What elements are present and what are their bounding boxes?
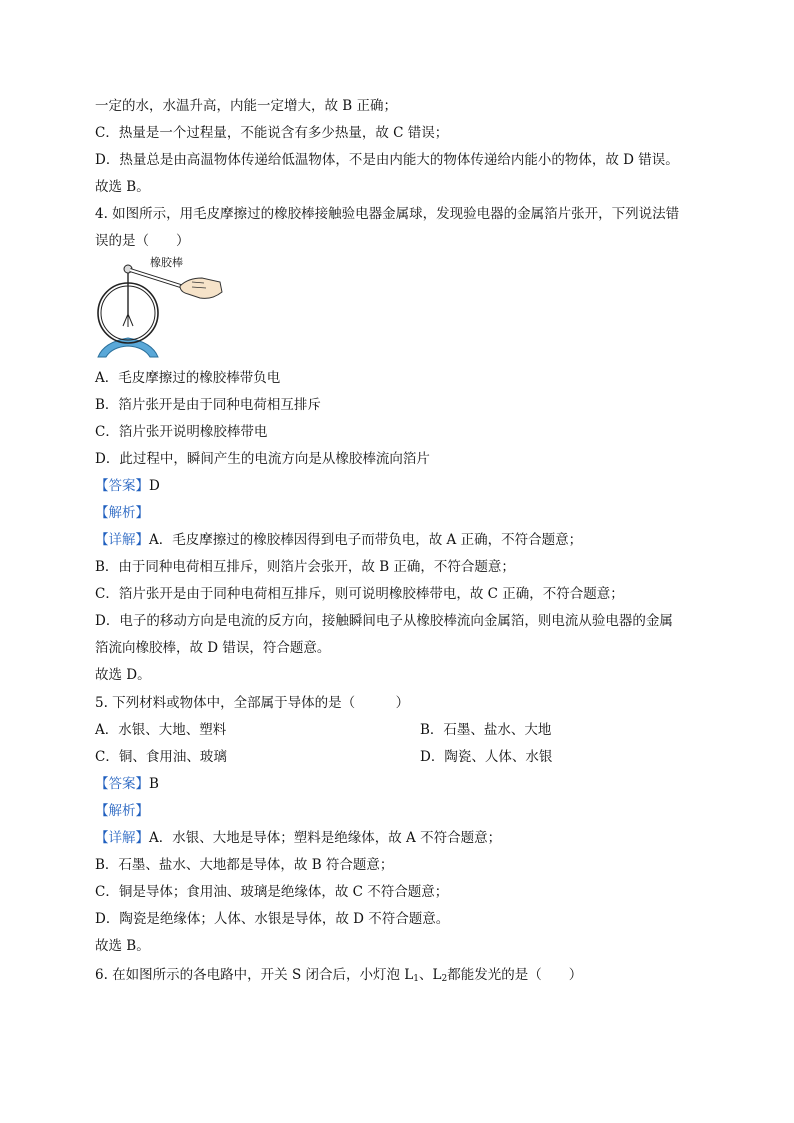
question-5-stem: 5. 下列材料或物体中，全部属于导体的是（ ） xyxy=(95,695,410,711)
answer-value: D xyxy=(149,478,160,494)
text-line: 故选 B。 xyxy=(95,179,150,195)
answer-line xyxy=(95,476,160,496)
text-line: D．陶瓷是绝缘体；人体、水银是导体，故 D 不符合题意。 xyxy=(95,911,450,927)
text-line: B．由于同种电荷相互排斥，则箔片会张开，故 B 正确，不符合题意； xyxy=(95,559,515,575)
text-line: C．热量是一个过程量，不能说含有多少热量，故 C 错误； xyxy=(95,125,449,141)
analysis-tag: 【解析】 xyxy=(95,505,149,521)
stem-text: 6. 在如图所示的各电路中，开关 S 闭合后，小灯泡 L xyxy=(95,967,414,983)
detail-tag: 【详解】 xyxy=(95,532,149,548)
detail-line xyxy=(95,828,501,848)
detail-tag: 【详解】 xyxy=(95,830,149,846)
answer-value: B xyxy=(149,776,159,792)
answer-tag: 【答案】 xyxy=(95,776,149,792)
detail-line xyxy=(95,530,582,550)
figure-label: 橡胶棒 xyxy=(150,257,183,269)
text-line: B．石墨、盐水、大地都是导体，故 B 符合题意； xyxy=(95,857,394,873)
detail-text: A．水银、大地是导体；塑料是绝缘体，故 A 不符合题意； xyxy=(149,830,502,846)
question-6-stem xyxy=(95,965,582,989)
question-4-stem: 4. 如图所示，用毛皮摩擦过的橡胶棒接触验电器金属球，发现验电器的金属箔片张开，下列说法错 xyxy=(95,206,680,222)
text-line: 故选 B。 xyxy=(95,938,150,954)
option-a: A．毛皮摩擦过的橡胶棒带负电 xyxy=(95,370,281,386)
option-a: A．水银、大地、塑料 xyxy=(95,722,227,738)
option-d: D．陶瓷、人体、水银 xyxy=(420,749,553,765)
electroscope-figure xyxy=(92,256,227,359)
text-line: C．箔片张开是由于同种电荷相互排斥，则可说明橡胶棒带电，故 C 正确，不符合题意； xyxy=(95,586,624,602)
stem-text: 、L xyxy=(419,967,442,983)
text-line: 一定的水，水温升高，内能一定增大，故 B 正确； xyxy=(95,98,398,114)
option-c: C．铜、食用油、玻璃 xyxy=(95,749,227,765)
stem-text: 都能发光的是（ ） xyxy=(447,967,583,983)
answer-tag: 【答案】 xyxy=(95,478,149,494)
option-b: B．石墨、盐水、大地 xyxy=(420,722,552,738)
answer-line xyxy=(95,774,159,794)
option-d: D．此过程中，瞬间产生的电流方向是从橡胶棒流向箔片 xyxy=(95,451,430,467)
detail-text: A．毛皮摩擦过的橡胶棒因得到电子而带负电，故 A 正确，不符合题意； xyxy=(149,532,583,548)
text-line: D．热量总是由高温物体传递给低温物体，不是由内能大的物体传递给内能小的物体，故 D 错误。 xyxy=(95,152,679,168)
text-line: C．铜是导体；食用油、玻璃是绝缘体，故 C 不符合题意； xyxy=(95,884,449,900)
subscript: 2 xyxy=(441,974,448,984)
subscript: 1 xyxy=(413,974,419,984)
text-line: 故选 D。 xyxy=(95,667,151,683)
question-4-stem-cont: 误的是（ ） xyxy=(95,233,190,249)
analysis-tag: 【解析】 xyxy=(95,803,149,819)
option-c: C．箔片张开说明橡胶棒带电 xyxy=(95,424,268,440)
option-b: B．箔片张开是由于同种电荷相互排斥 xyxy=(95,397,321,413)
text-line: 箔流向橡胶棒，故 D 错误，符合题意。 xyxy=(95,640,331,656)
text-line: D．电子的移动方向是电流的反方向，接触瞬间电子从橡胶棒流向金属箔，则电流从验电器的金属 xyxy=(95,613,673,629)
